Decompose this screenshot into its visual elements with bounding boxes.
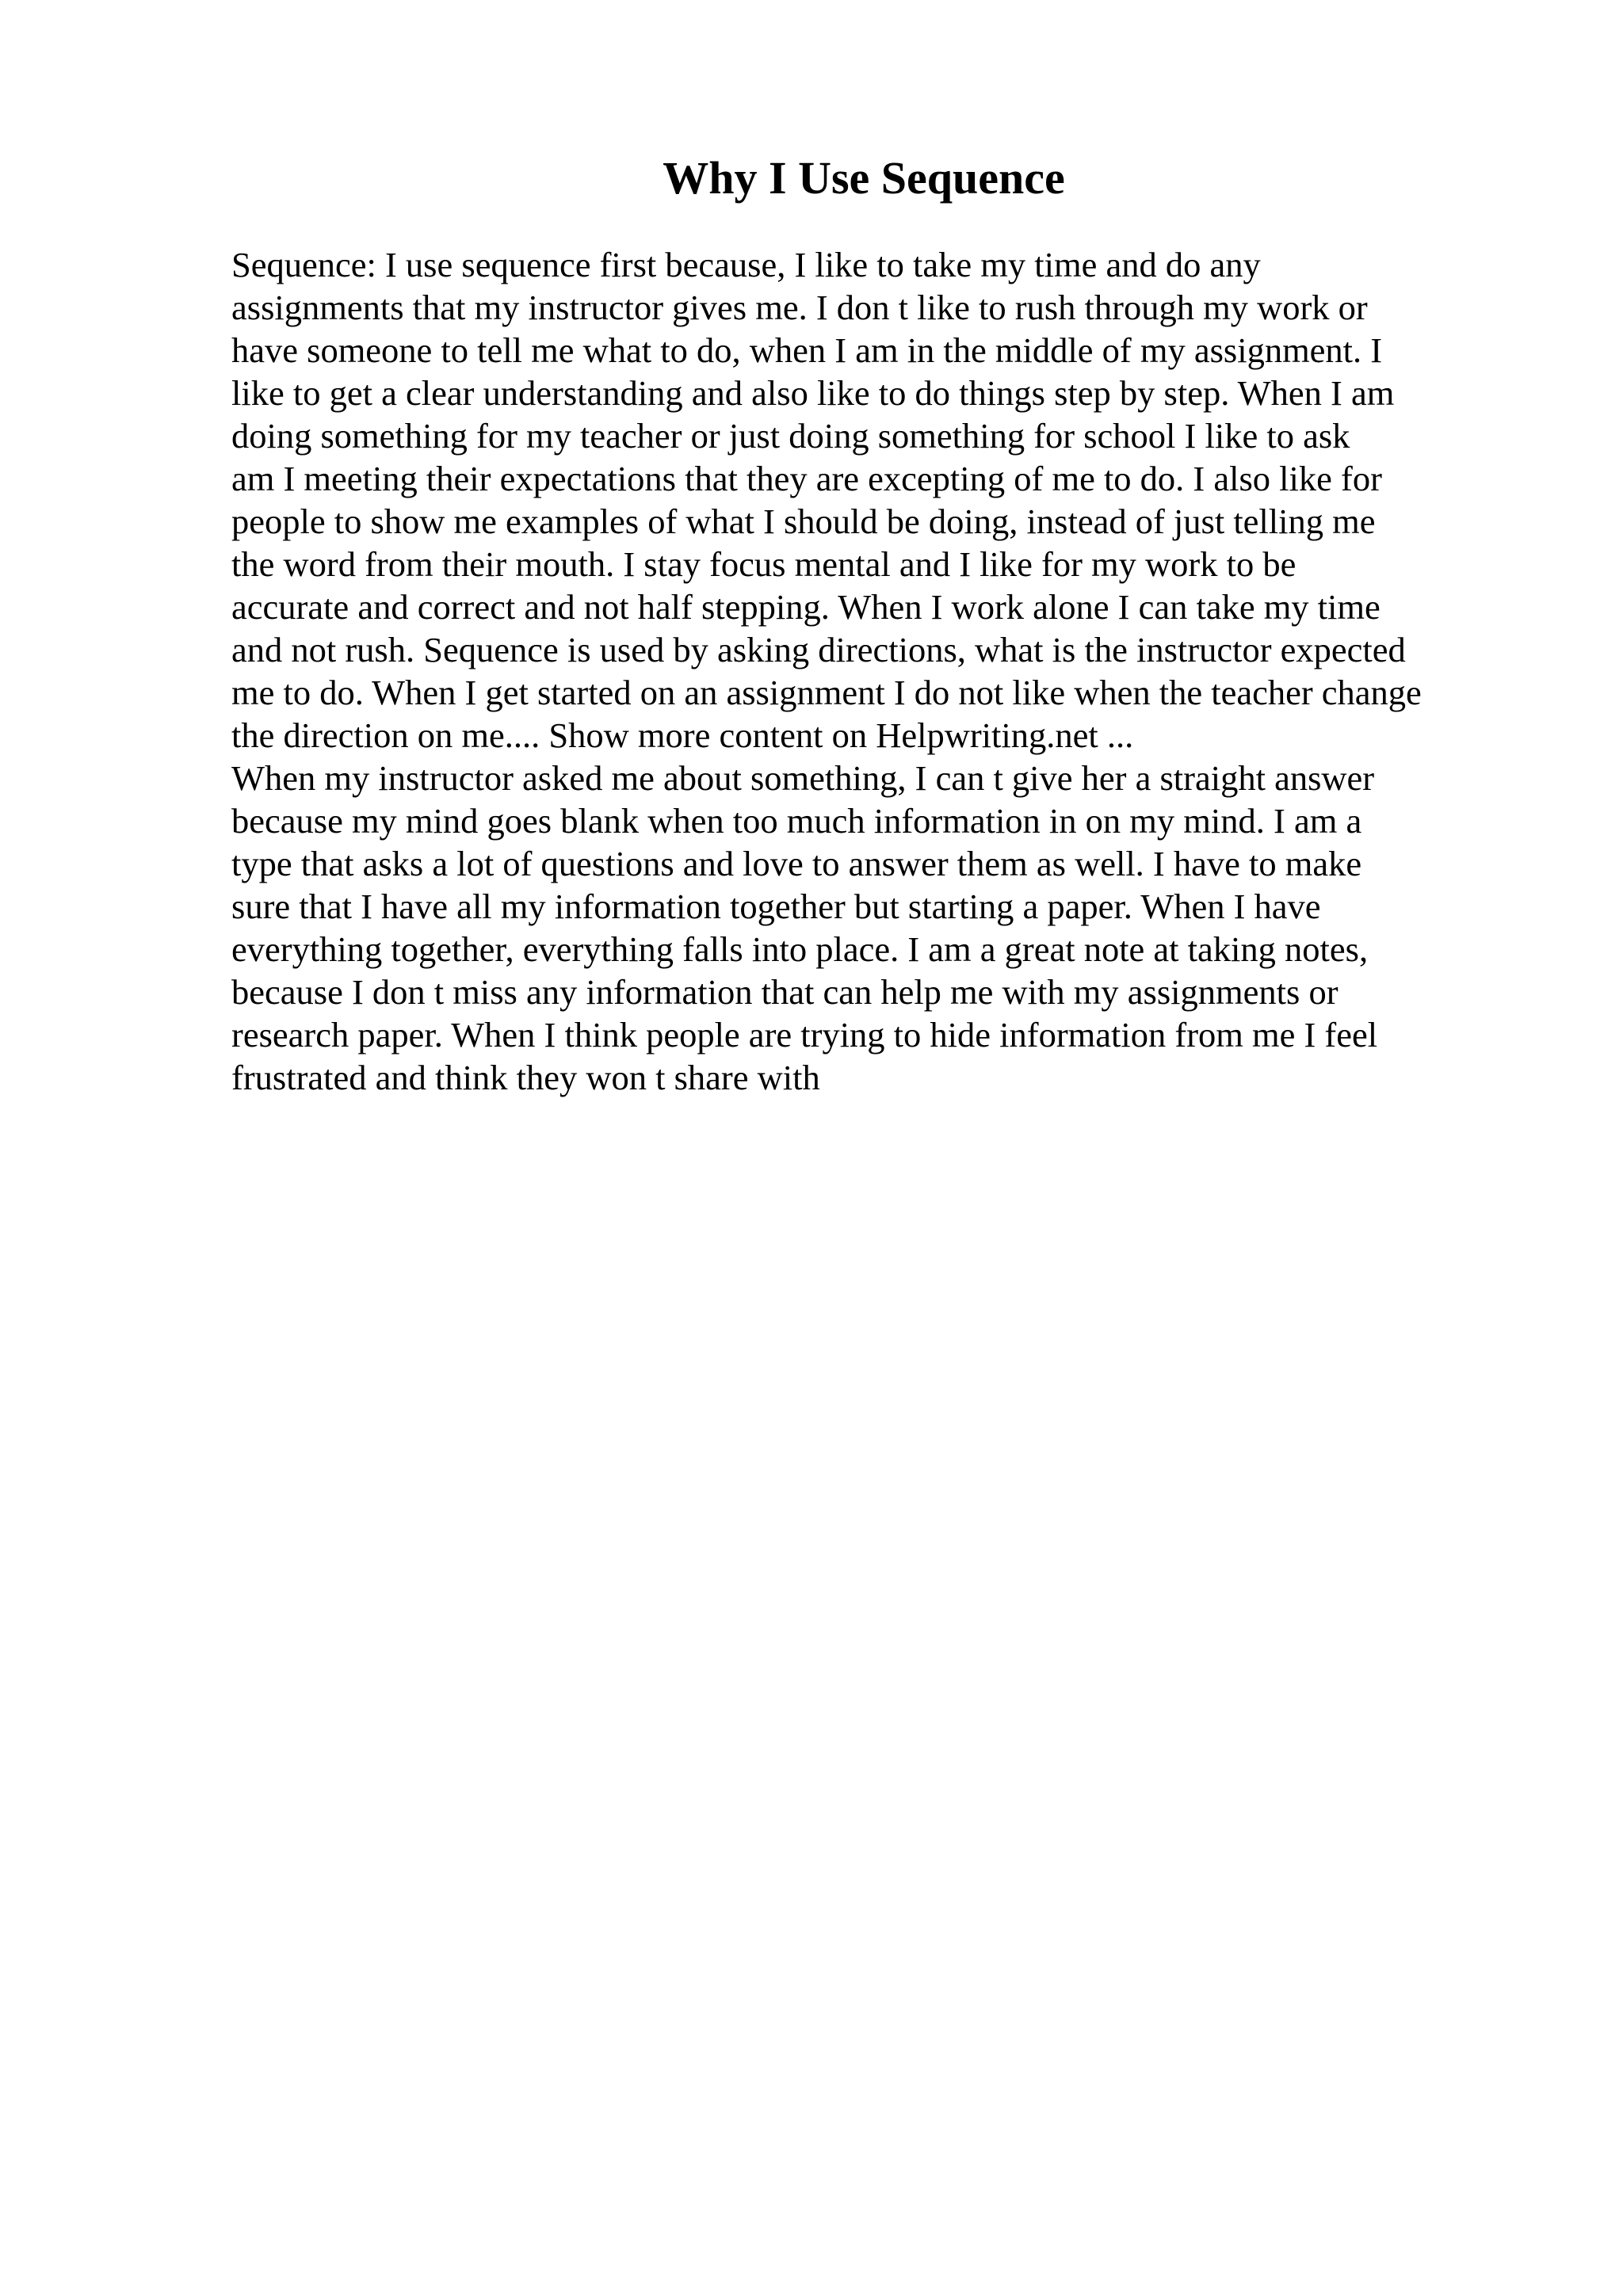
text-line: am I meeting their expectations that they are excepting of me to do. I also like for (231, 459, 1382, 498)
text-line: Sequence: I use sequence first because, I like to take my time and do any (231, 245, 1261, 284)
text-line: me to do. When I get started on an assignment I do not like when the teacher change (231, 673, 1422, 712)
text-line: assignments that my instructor gives me. I don t like to rush through my work or (231, 288, 1368, 327)
text-line: because my mind goes blank when too much information in on my mind. I am a (231, 801, 1362, 841)
text-line: have someone to tell me what to do, when I am in the middle of my assignment. I (231, 330, 1383, 370)
text-line: like to get a clear understanding and also like to do things step by step. When I am (231, 373, 1395, 413)
document-body (231, 243, 1499, 1099)
text-line: doing something for my teacher or just doing something for school I like to ask (231, 416, 1350, 456)
text-line: the word from their mouth. I stay focus mental and I like for my work to be (231, 544, 1296, 584)
text-line: and not rush. Sequence is used by asking directions, what is the instructor expected (231, 630, 1406, 669)
text-line: type that asks a lot of questions and love to answer them as well. I have to make (231, 844, 1362, 883)
text-line: everything together, everything falls into place. I am a great note at taking notes, (231, 929, 1369, 969)
text-line: people to show me examples of what I should be doing, instead of just telling me (231, 502, 1376, 541)
text-line: When my instructor asked me about something, I can t give her a straight answer (231, 758, 1375, 798)
text-line: research paper. When I think people are trying to hide information from me I feel (231, 1015, 1378, 1055)
text-line: because I don t miss any information that can help me with my assignments or (231, 972, 1338, 1012)
document-title: Why I Use Sequence (663, 152, 1065, 204)
text-line: the direction on me.... Show more content on Helpwriting.net ... (231, 715, 1134, 755)
text-line: sure that I have all my information together but starting a paper. When I have (231, 887, 1321, 926)
text-line: frustrated and think they won t share with (231, 1058, 820, 1097)
text-line: accurate and correct and not half stepping. When I work alone I can take my time (231, 587, 1381, 627)
